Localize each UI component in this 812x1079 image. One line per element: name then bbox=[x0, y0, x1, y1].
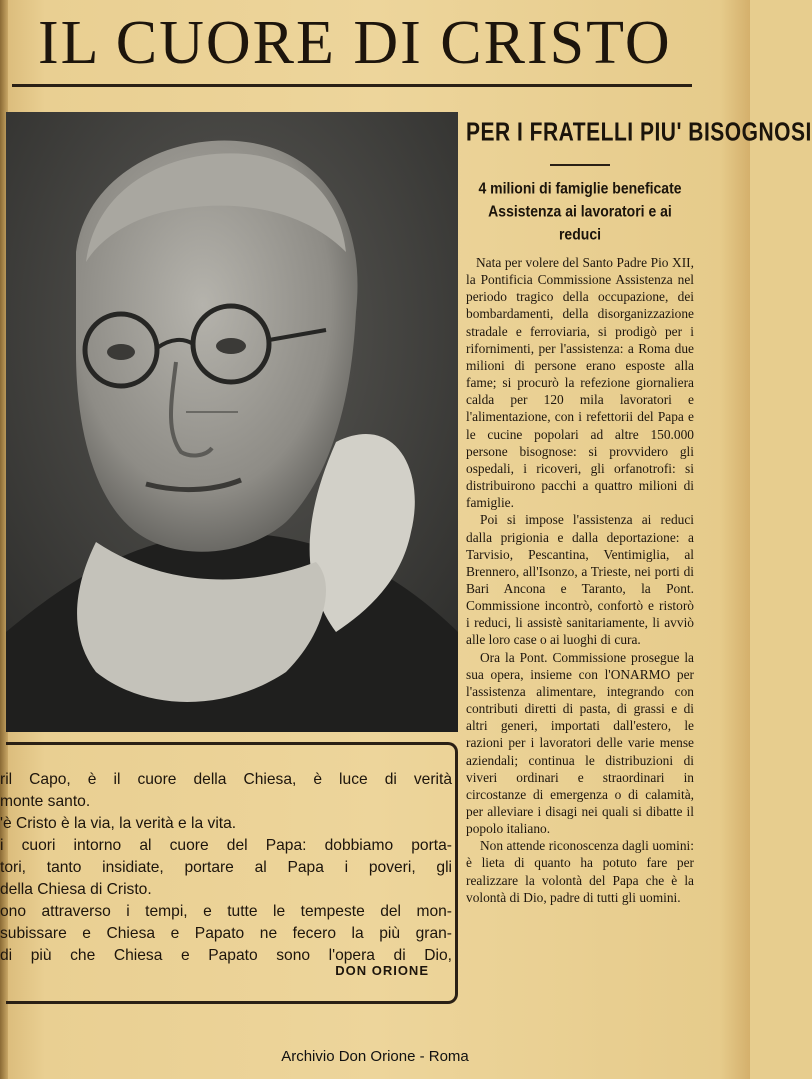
article-paragraph: Poi si impose l'assistenza ai reduci dalla prigionia e dalla deportazione: a Tarvisio, Pescantina, Ventimiglia, al Brennero, all'Isonzo, a Trieste, nei porti di Bari Ancona e Taranto, la Pont. Commissione incontrò, confortò e ristorò i reduci, li assistè sanitariamente, li avviò alle loro case o ai luoghi di cura. bbox=[466, 512, 694, 648]
quote-line: ono attraverso i tempi, e tutte le tempeste del mon- bbox=[0, 903, 452, 920]
pope-portrait-illustration bbox=[6, 112, 458, 732]
article-subhead bbox=[466, 176, 694, 245]
quote-text bbox=[0, 769, 452, 967]
article-column bbox=[466, 112, 812, 906]
quote-line: della Chiesa di Cristo. bbox=[0, 881, 152, 898]
masthead-rule bbox=[12, 84, 692, 87]
article-headline: PER I FRATELLI PIU' BISOGNOSI bbox=[466, 118, 812, 147]
portrait-photo bbox=[6, 112, 458, 732]
archive-footer: Archivio Don Orione - Roma bbox=[281, 1048, 469, 1065]
article-paragraph: Non attende riconoscenza dagli uomini: è lieta di quanto ha potuto fare per realizzare la volontà del Papa che è la volontà di Dio, padre di tutti gli uomini. bbox=[466, 838, 694, 905]
masthead-title: IL CUORE DI CRISTO bbox=[38, 9, 672, 77]
article-body bbox=[466, 254, 694, 906]
headline-rule bbox=[550, 164, 610, 166]
article-paragraph: Ora la Pont. Commissione prosegue la sua opera, insieme con l'ONARMO per l'assistenza alimentare, integrando con contributi diretti di pasta, di grassi e di altri generi, importati dall'estero, le razioni per i lavoratori delle varie mense aziendali; continua le distribuzioni di viveri ordinari e straordinari in circostanze di emergenza o di calamità, per alleviare i disagi nei quali si dibatte il popolo italiano. bbox=[466, 649, 694, 837]
quote-line: tori, tanto insidiate, portare al Papa i poveri, gli bbox=[0, 859, 452, 876]
quote-line: subissare e Chiesa e Papato ne fecero la più gran- bbox=[0, 925, 452, 942]
quote-line: 'è Cristo è la via, la verità e la vita. bbox=[0, 815, 237, 832]
quote-line: i cuori intorno al cuore del Papa: dobbiamo porta- bbox=[0, 837, 452, 854]
quote-line: di più che Chiesa e Papato sono l'opera di Dio, bbox=[0, 947, 452, 964]
subhead-line: 4 milioni di famiglie beneficate bbox=[478, 178, 682, 197]
quote-line: monte santo. bbox=[0, 793, 91, 810]
quote-box bbox=[0, 742, 458, 1004]
quote-signature: DON ORIONE bbox=[335, 963, 429, 978]
subhead-line: Assistenza ai lavoratori e ai reduci bbox=[488, 201, 672, 243]
quote-line: ril Capo, è il cuore della Chiesa, è luce di verità bbox=[0, 771, 452, 788]
article-paragraph: Nata per volere del Santo Padre Pio XII, la Pontificia Commissione Assistenza nel periodo tragico della occupazione, dei bombardamenti, della disorganizzazione stradale e ferroviaria, si prodigò per i rifornimenti, per l'assistenza: a Roma due milioni di persone erano esposte alla fame; si procurò la refezione giornaliera calda per 120 mila lavoratori e l'alimentazione, con i refettorii del Papa e le cucine popolari ad altre 150.000 persone bisognose: si provvidero gli ospedali, i ricoveri, gli orfanotrofi: si distribuirono pacchi a quattro milioni di famiglie. bbox=[466, 255, 694, 511]
